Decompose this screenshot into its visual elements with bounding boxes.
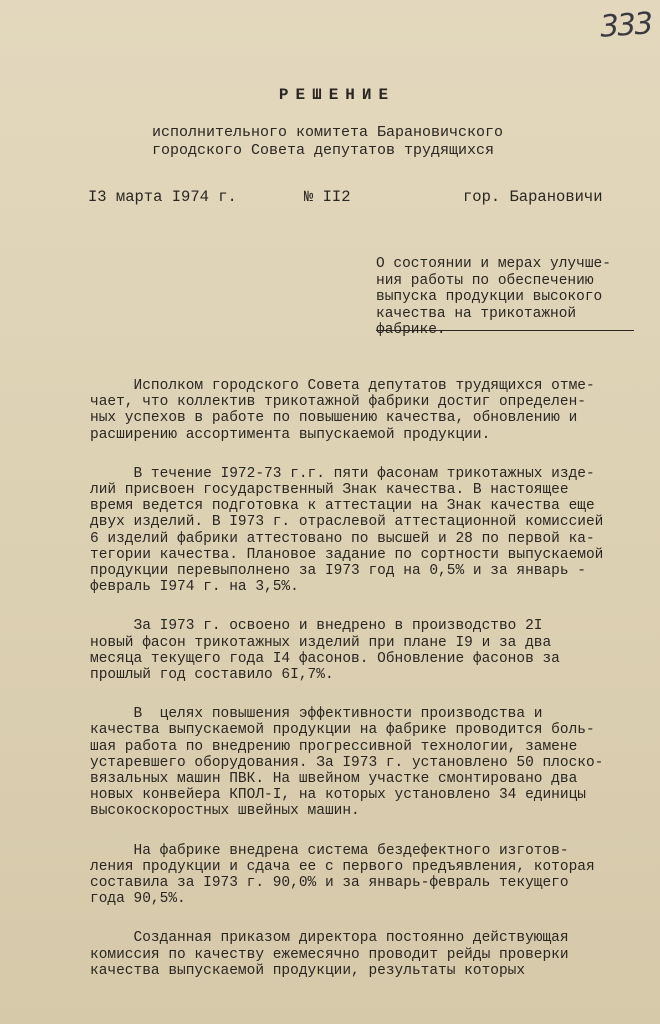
subject-line: фабрике. [376,322,446,338]
text-line: время ведется подготовка к аттестации на Знак качества еще [90,498,595,515]
document-place: гор. Барановичи [463,188,603,206]
text-line: На фабрике внедрена система бездефектного изготов- [90,842,569,859]
text-line: вязальных машин ПВК. На швейном участке смонтировано два [90,771,578,788]
text-line: новый фасон трикотажных изделий при плане I9 и за два [90,634,552,651]
text-line: продукции перевыполнено за I973 год на 0,5% и за январь - [90,563,586,580]
text-line: За I973 г. освоено и внедрено в производство 2I [90,618,543,635]
text-line: расширению ассортимента выпускаемой продукции. [90,426,491,443]
text-line: года 90,5%. [90,891,186,908]
document-meta [0,188,660,208]
text-line: Исполком городского Совета депутатов трудящихся отме- [90,378,595,394]
paragraph [90,930,650,979]
text-line: новых конвейера КПОЛ-I, на которых установлено 34 единицы [90,787,586,804]
document-date: I3 марта I974 г. [88,188,237,206]
subject-line: качества на трикотажной [376,305,577,322]
text-line: февраль I974 г. на 3,5%. [90,579,299,596]
paragraph [90,378,650,443]
document-heading: РЕШЕНИЕ [278,86,396,104]
text-line: качества выпускаемой продукции на фабрике проводится боль- [90,722,595,739]
text-line: составила за I973 г. 90,0% и за январь-февраль текущего [90,875,569,892]
text-line: устаревшего оборудования. За I973 г. установлено 50 плоско- [90,754,604,771]
text-line: прошлый год составило 6I,7%. [90,667,334,684]
paragraph [90,466,650,596]
document-body [90,378,650,1002]
text-line: шая работа по внедрению прогрессивной технологии, замене [90,738,578,755]
text-line: ления продукции и сдача ее с первого предъявления, которая [90,858,595,875]
text-line: В течение I972-73 г.г. пяти фасонам трикотажных изде- [90,465,595,482]
paragraph [90,706,650,819]
text-line: ных успехов в работе по повышению качества, обновлению и [90,410,578,427]
issuer-block [152,124,503,160]
subject-line: О состоянии и мерах улучше- [376,256,611,272]
paragraph [90,843,650,908]
text-line: двух изделий. В I973 г. отраслевой аттестационной комиссией [90,514,604,531]
subject-block [376,256,634,339]
text-line: В целях повышения эффективности производства и [90,706,543,723]
text-line: комиссия по качеству ежемесячно проводит рейды проверки [90,946,569,963]
text-line: лий присвоен государственный Знак качества. В настоящее [90,482,569,499]
text-line: Созданная приказом директора постоянно действующая [90,930,569,947]
subject-line: ния работы по обеспечению [376,272,594,289]
text-line: чает, что коллектив трикотажной фабрики достиг определен- [90,394,586,411]
issuer-line: городского Совета депутатов трудящихся [152,142,495,159]
archive-page-number: 333 [598,6,653,45]
paragraph [90,618,650,683]
subject-underline [376,330,634,331]
issuer-line: исполнительного комитета Барановичского [152,124,504,141]
text-line: месяца текущего года I4 фасонов. Обновление фасонов за [90,650,560,667]
text-line: высокоскоростных швейных машин. [90,803,360,820]
text-line: тегории качества. Плановое задание по сортности выпускаемой [90,546,604,563]
document-number: № II2 [304,188,351,206]
subject-line: выпуска продукции высокого [376,289,603,305]
text-line: качества выпускаемой продукции, результаты которых [90,962,526,979]
text-line: 6 изделий фабрики аттестовано по высшей и 28 по первой ка- [90,530,595,547]
